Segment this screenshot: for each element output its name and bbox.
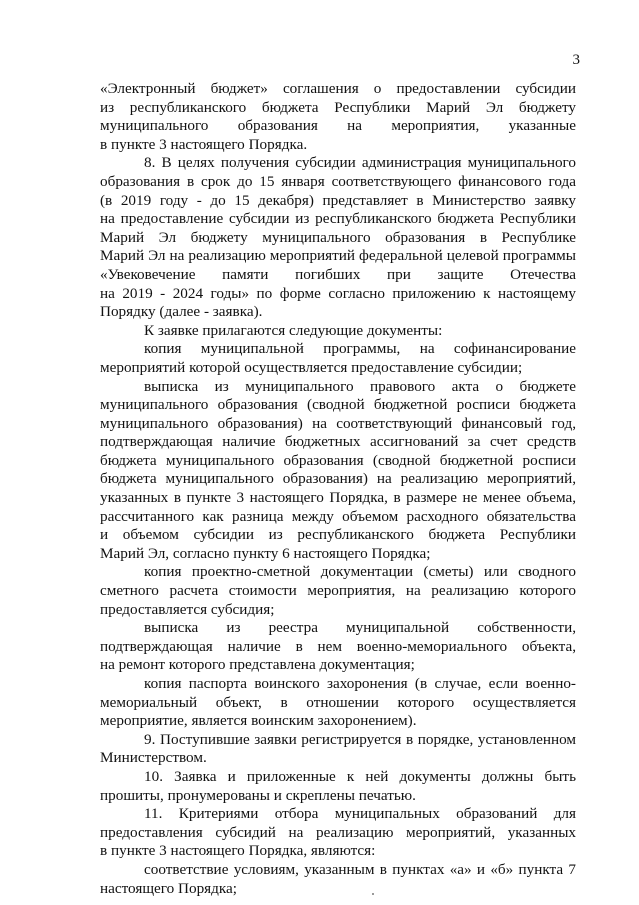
text-line: настоящего Порядка; bbox=[100, 879, 237, 897]
text-line: К заявке прилагаются следующие документы: bbox=[144, 321, 443, 339]
text-line: Марий Эл на реализацию мероприятий федеральной целевой программы bbox=[100, 247, 576, 265]
text-line: копия проектно-сметной документации (сметы) или сводного bbox=[144, 563, 576, 581]
text-line: в пункте 3 настоящего Порядка. bbox=[100, 135, 308, 153]
page-number: 3 bbox=[572, 52, 580, 68]
text-line: 11. Критериями отбора муниципальных образований для bbox=[144, 805, 576, 823]
text-line: на ремонт которого представлена документация; bbox=[100, 656, 415, 674]
text-line: рассчитанного как разница между объемом расходного обязательства bbox=[100, 507, 576, 525]
text-line: образования в срок до 15 января соответствующего финансового года bbox=[100, 172, 576, 190]
text-line: сметного расчета стоимости мероприятия, на реализацию которого bbox=[100, 582, 576, 600]
text-line: подтверждающая наличие бюджетных ассигнований за счет средств bbox=[100, 433, 576, 451]
text-line: соответствие условиям, указанным в пунктах «а» и «б» пункта 7 bbox=[144, 860, 576, 878]
text-line: 9. Поступившие заявки регистрируется в порядке, установленном bbox=[144, 730, 576, 748]
text-line: из республиканского бюджета Республики Марий Эл бюджету bbox=[100, 98, 576, 116]
text-line: «Электронный бюджет» соглашения о предоставлении субсидии bbox=[100, 80, 576, 97]
document-body bbox=[100, 80, 576, 898]
text-line: (в 2019 году - до 15 декабря) представляет в Министерство заявку bbox=[100, 191, 576, 209]
text-line: бюджета муниципального образования) на реализацию мероприятий, bbox=[100, 470, 576, 488]
text-line: Министерством. bbox=[100, 749, 207, 767]
text-line: мероприятие, является воинским захоронением). bbox=[100, 712, 417, 730]
text-line: на 2019 - 2024 годы» по форме согласно приложению к настоящему bbox=[100, 284, 576, 302]
text-line: муниципального образования на мероприятия, указанные bbox=[100, 117, 576, 135]
text-line: муниципального образования (сводной бюджетной росписи бюджета bbox=[100, 396, 576, 414]
text-line: мемориальный объект, в отношении которого осуществляется bbox=[100, 693, 576, 711]
text-line: Марий Эл, согласно пункту 6 настоящего Порядка; bbox=[100, 544, 431, 562]
text-line: и объемом субсидии из республиканского бюджета Республики bbox=[100, 526, 576, 544]
text-line: Порядку (далее - заявка). bbox=[100, 303, 263, 321]
text-line: в пункте 3 настоящего Порядка, являются: bbox=[100, 842, 376, 860]
text-line: прошиты, пронумерованы и скреплены печатью. bbox=[100, 786, 416, 804]
text-line: предоставляется субсидия; bbox=[100, 600, 275, 618]
text-line: выписка из реестра муниципальной собственности, bbox=[144, 619, 576, 637]
scan-speck bbox=[372, 893, 374, 895]
text-line: «Увековечение памяти погибших при защите Отечества bbox=[100, 265, 576, 283]
text-line: бюджета муниципального образования (сводной бюджетной росписи bbox=[100, 451, 576, 469]
text-line: на предоставление субсидии из республиканского бюджета Республики bbox=[100, 210, 576, 228]
text-line: подтверждающая наличие в нем военно-мемориального объекта, bbox=[100, 637, 576, 655]
text-line: 8. В целях получения субсидии администрация муниципального bbox=[144, 154, 576, 172]
text-line: указанных в пункте 3 настоящего Порядка, в размере не менее объема, bbox=[100, 489, 576, 507]
text-line: копия муниципальной программы, на софинансирование bbox=[144, 340, 576, 358]
text-line: муниципального образования) на соответствующий финансовый год, bbox=[100, 414, 576, 432]
text-line: мероприятий которой осуществляется предоставление субсидии; bbox=[100, 358, 523, 376]
text-line: выписка из муниципального правового акта о бюджете bbox=[144, 377, 576, 395]
text-line: предоставления субсидий на реализацию мероприятий, указанных bbox=[100, 823, 576, 841]
text-line: копия паспорта воинского захоронения (в случае, если военно- bbox=[144, 675, 576, 692]
text-line: Марий Эл бюджету муниципального образования в Республике bbox=[100, 228, 576, 246]
text-line: 10. Заявка и приложенные к ней документы должны быть bbox=[144, 767, 576, 785]
